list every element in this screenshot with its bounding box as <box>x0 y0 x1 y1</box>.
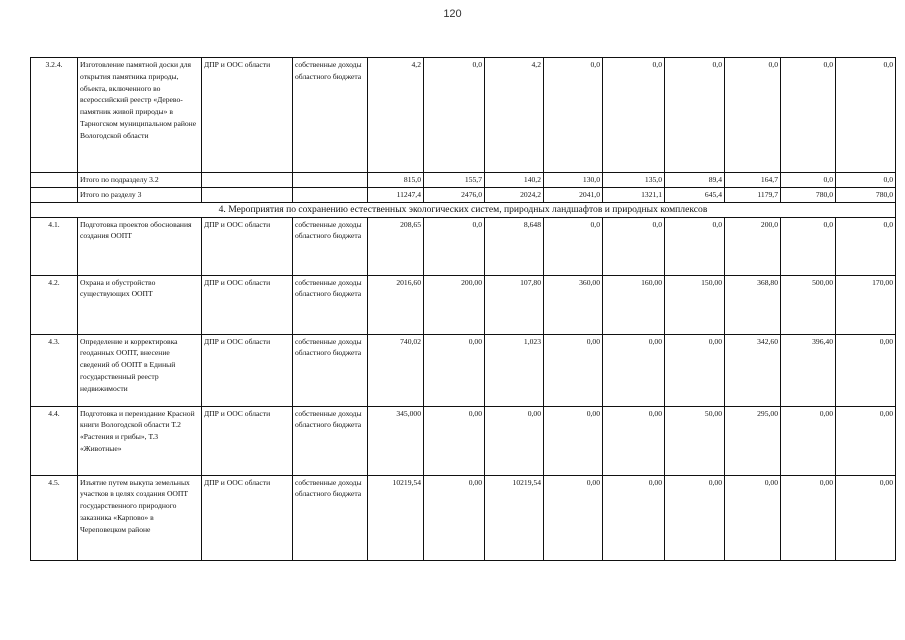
value-cell: 0,00 <box>665 334 725 406</box>
page-number: 120 <box>443 8 462 20</box>
value-cell: 200,00 <box>424 275 485 334</box>
value-cell: 1,023 <box>485 334 544 406</box>
value-cell: 0,00 <box>485 406 544 475</box>
row-source: собственные доходы областного бюджета <box>293 217 368 275</box>
value-cell: 140,2 <box>485 173 544 188</box>
row-name: Подготовка и переиздание Красной книги Вологодской области Т.2 «Растения и грибы», Т.3 «Животные» <box>78 406 202 475</box>
value-cell: 0,0 <box>725 58 781 173</box>
value-cell: 500,00 <box>781 275 836 334</box>
value-cell: 0,00 <box>603 406 665 475</box>
value-cell: 1179,7 <box>725 187 781 202</box>
value-cell: 0,00 <box>544 406 603 475</box>
value-cell: 360,00 <box>544 275 603 334</box>
row-source: собственные доходы областного бюджета <box>293 275 368 334</box>
table-row <box>31 275 896 334</box>
value-cell: 89,4 <box>665 173 725 188</box>
row-executor: ДПР и ООС области <box>202 58 293 173</box>
value-cell: 0,0 <box>836 173 896 188</box>
value-cell: 0,00 <box>424 475 485 560</box>
value-cell: 0,00 <box>781 406 836 475</box>
row-executor: ДПР и ООС области <box>202 475 293 560</box>
value-cell: 50,00 <box>665 406 725 475</box>
value-cell: 0,0 <box>781 217 836 275</box>
value-cell: 1321,1 <box>603 187 665 202</box>
total-row <box>31 187 896 202</box>
value-cell: 208,65 <box>368 217 424 275</box>
row-executor: ДПР и ООС области <box>202 406 293 475</box>
value-cell: 645,4 <box>665 187 725 202</box>
value-cell: 155,7 <box>424 173 485 188</box>
row-code: 4.3. <box>31 334 78 406</box>
row-source: собственные доходы областного бюджета <box>293 475 368 560</box>
row-name: Определение и корректировка геоданных ООПТ, внесение сведений об ООПТ в Единый государственный реестр недвижимости <box>78 334 202 406</box>
row-code: 3.2.4. <box>31 58 78 173</box>
table-row <box>31 475 896 560</box>
value-cell: 0,00 <box>544 334 603 406</box>
value-cell: 368,80 <box>725 275 781 334</box>
value-cell: 0,0 <box>544 217 603 275</box>
section-title: 4. Мероприятия по сохранению естественных экологических систем, природных ландшафтов и природных комплексов <box>31 202 896 217</box>
value-cell: 130,0 <box>544 173 603 188</box>
value-cell: 135,0 <box>603 173 665 188</box>
value-cell: 0,0 <box>781 58 836 173</box>
value-cell: 342,60 <box>725 334 781 406</box>
value-cell: 107,80 <box>485 275 544 334</box>
value-cell: 0,0 <box>781 173 836 188</box>
value-cell: 164,7 <box>725 173 781 188</box>
row-code: 4.4. <box>31 406 78 475</box>
value-cell: 0,0 <box>424 58 485 173</box>
value-cell: 0,0 <box>836 217 896 275</box>
row-executor: ДПР и ООС области <box>202 334 293 406</box>
value-cell: 2041,0 <box>544 187 603 202</box>
value-cell: 0,00 <box>665 475 725 560</box>
value-cell: 0,0 <box>544 58 603 173</box>
value-cell: 0,0 <box>836 58 896 173</box>
value-cell: 4,2 <box>485 58 544 173</box>
value-cell: 0,00 <box>424 334 485 406</box>
subtotal-row <box>31 173 896 188</box>
value-cell: 0,0 <box>665 58 725 173</box>
row-executor: ДПР и ООС области <box>202 217 293 275</box>
value-cell: 396,40 <box>781 334 836 406</box>
value-cell: 4,2 <box>368 58 424 173</box>
row-source: собственные доходы областного бюджета <box>293 58 368 173</box>
value-cell: 0,00 <box>603 334 665 406</box>
value-cell: 0,00 <box>836 334 896 406</box>
row-name: Подготовка проектов обоснования создания ООПТ <box>78 217 202 275</box>
value-cell: 815,0 <box>368 173 424 188</box>
row-code: 4.5. <box>31 475 78 560</box>
section-header-row <box>31 202 896 217</box>
value-cell: 200,0 <box>725 217 781 275</box>
row-source: собственные доходы областного бюджета <box>293 406 368 475</box>
row-code: 4.2. <box>31 275 78 334</box>
total-label: Итого по разделу 3 <box>78 187 202 202</box>
value-cell: 11247,4 <box>368 187 424 202</box>
value-cell: 0,0 <box>424 217 485 275</box>
value-cell: 2476,0 <box>424 187 485 202</box>
row-source: собственные доходы областного бюджета <box>293 334 368 406</box>
value-cell: 2024,2 <box>485 187 544 202</box>
value-cell: 10219,54 <box>485 475 544 560</box>
value-cell: 780,0 <box>836 187 896 202</box>
value-cell: 0,0 <box>665 217 725 275</box>
value-cell: 740,02 <box>368 334 424 406</box>
value-cell: 2016,60 <box>368 275 424 334</box>
value-cell: 0,00 <box>725 475 781 560</box>
row-name: Охрана и обустройство существующих ООПТ <box>78 275 202 334</box>
row-executor: ДПР и ООС области <box>202 275 293 334</box>
value-cell: 0,00 <box>836 475 896 560</box>
row-name: Изъятие путем выкупа земельных участков в целях создания ООПТ государственного природного заказника «Карпово» в Череповецком районе <box>78 475 202 560</box>
value-cell: 160,00 <box>603 275 665 334</box>
value-cell: 0,00 <box>424 406 485 475</box>
value-cell: 0,00 <box>544 475 603 560</box>
subtotal-label: Итого по подразделу 3.2 <box>78 173 202 188</box>
budget-table <box>30 57 896 561</box>
value-cell: 8,648 <box>485 217 544 275</box>
value-cell: 0,0 <box>603 217 665 275</box>
table-row <box>31 217 896 275</box>
value-cell: 0,00 <box>836 406 896 475</box>
row-code: 4.1. <box>31 217 78 275</box>
table-row <box>31 334 896 406</box>
value-cell: 10219,54 <box>368 475 424 560</box>
value-cell: 0,00 <box>603 475 665 560</box>
value-cell: 780,0 <box>781 187 836 202</box>
value-cell: 295,00 <box>725 406 781 475</box>
value-cell: 150,00 <box>665 275 725 334</box>
value-cell: 345,000 <box>368 406 424 475</box>
table-row <box>31 406 896 475</box>
value-cell: 0,00 <box>781 475 836 560</box>
value-cell: 170,00 <box>836 275 896 334</box>
table-row <box>31 58 896 173</box>
row-name: Изготовление памятной доски для открытия памятника природы, объекта, включенного во всероссийский реестр «Дерево-памятник живой природы» в Тарногском муниципальном районе Вологодской области <box>78 58 202 173</box>
value-cell: 0,0 <box>603 58 665 173</box>
